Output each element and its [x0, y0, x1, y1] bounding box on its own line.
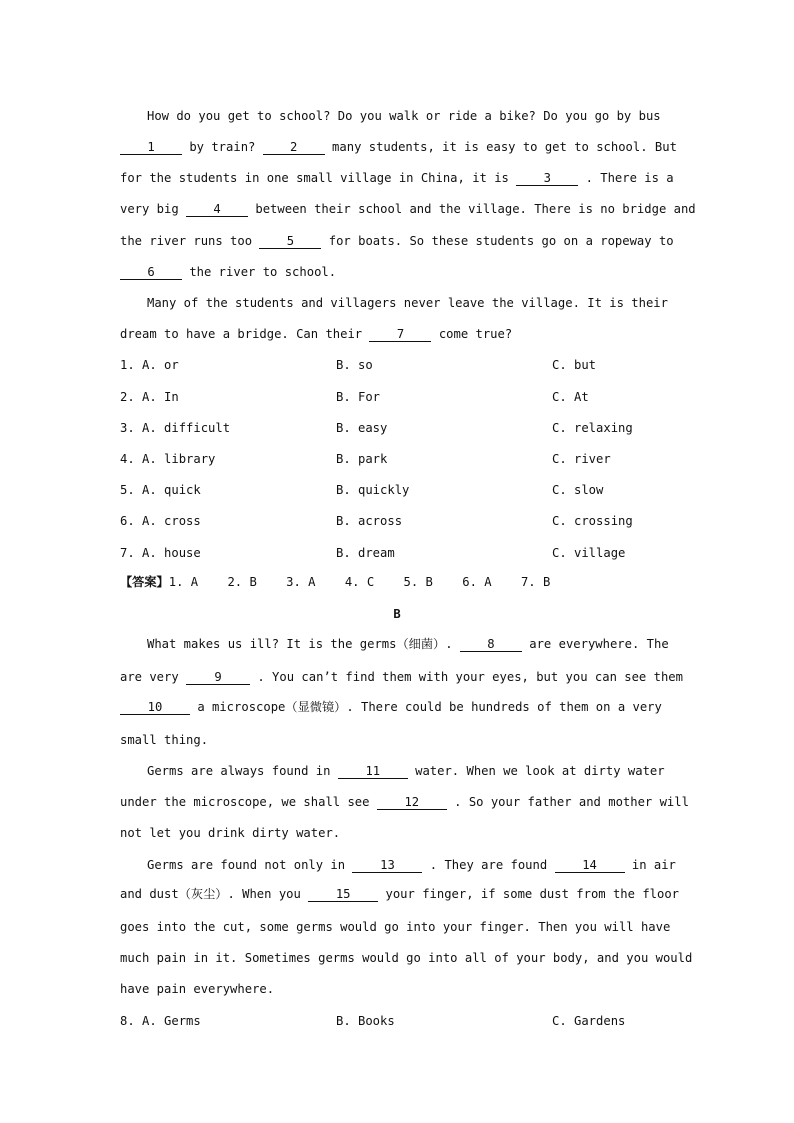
- option-8-c[interactable]: C. Gardens: [552, 1014, 626, 1028]
- blank-12[interactable]: 12: [377, 795, 447, 810]
- text: many students, it is easy to get to school. But: [324, 140, 677, 154]
- text: . When you: [227, 887, 309, 901]
- option-1-a[interactable]: 1. A. or: [120, 358, 179, 372]
- option-4-b[interactable]: B. park: [336, 452, 388, 466]
- answer-text: 1. A 2. B 3. A 4. C 5. B 6. A 7. B: [168, 575, 551, 589]
- text: come true?: [431, 327, 513, 341]
- passage-a-line-1: [147, 108, 707, 124]
- passage-a-line-3: [120, 170, 680, 186]
- blank-5[interactable]: 5: [259, 234, 321, 249]
- passage-b-line-3: [120, 699, 680, 715]
- passage-b-line-10: [120, 919, 680, 935]
- blank-13[interactable]: 13: [352, 858, 422, 873]
- text: water. When we look at dirty water: [407, 764, 665, 778]
- answer-key: [120, 574, 550, 590]
- text: Germs are always found in: [147, 764, 338, 778]
- option-4-c[interactable]: C. river: [552, 452, 611, 466]
- passage-b-line-2: [120, 669, 683, 685]
- passage-b-line-4: [120, 732, 680, 748]
- text: dream to have a bridge. Can their: [120, 327, 370, 341]
- blank-2[interactable]: 2: [263, 140, 325, 155]
- blank-9[interactable]: 9: [186, 670, 250, 685]
- text: not let you drink dirty water.: [120, 826, 341, 840]
- text: . There is a: [578, 171, 674, 185]
- text: your finger, if some dust from the floor: [378, 887, 680, 901]
- passage-a-line-7: [147, 295, 707, 311]
- text: What makes us ill? It is the germs: [147, 637, 397, 651]
- option-8-b[interactable]: B. Books: [336, 1014, 395, 1028]
- text: have pain everywhere.: [120, 982, 275, 996]
- option-2-c[interactable]: C. At: [552, 390, 589, 404]
- blank-10[interactable]: 10: [120, 700, 190, 715]
- option-5-c[interactable]: C. slow: [552, 483, 604, 497]
- blank-7[interactable]: 7: [369, 327, 431, 342]
- text: goes into the cut, some germs would go into your finger. Then you will have: [120, 920, 671, 934]
- passage-b-line-8: [147, 857, 707, 873]
- option-2-a[interactable]: 2. A. In: [120, 390, 179, 404]
- option-3-b[interactable]: B. easy: [336, 421, 388, 435]
- text: by train?: [182, 140, 263, 154]
- passage-b-line-12: [120, 981, 680, 997]
- text: very big: [120, 202, 187, 216]
- section-b-heading: B: [393, 607, 401, 621]
- text: are everywhere. The: [521, 637, 669, 651]
- option-2-b[interactable]: B. For: [336, 390, 381, 404]
- blank-14[interactable]: 14: [555, 858, 625, 873]
- option-6-a[interactable]: 6. A. cross: [120, 514, 201, 528]
- option-1-c[interactable]: C. but: [552, 358, 597, 372]
- option-3-a[interactable]: 3. A. difficult: [120, 421, 231, 435]
- passage-b-line-6: [120, 794, 689, 810]
- blank-4[interactable]: 4: [186, 202, 248, 217]
- text: .: [445, 637, 460, 651]
- option-3-c[interactable]: C. relaxing: [552, 421, 633, 435]
- chinese-gloss: （细菌）: [396, 637, 446, 651]
- passage-a-line-8: [120, 326, 680, 342]
- passage-b-line-1: [147, 636, 707, 652]
- text: Many of the students and villagers never leave the village. It is their: [147, 296, 668, 310]
- text: How do you get to school? Do you walk or ride a bike? Do you go by bus: [147, 109, 661, 123]
- text: in air: [624, 858, 676, 872]
- option-5-b[interactable]: B. quickly: [336, 483, 410, 497]
- text: the river runs too: [120, 234, 260, 248]
- text: small thing.: [120, 733, 209, 747]
- blank-11[interactable]: 11: [338, 764, 408, 779]
- option-4-a[interactable]: 4. A. library: [120, 452, 216, 466]
- answer-label: 【答案】: [120, 575, 169, 589]
- blank-15[interactable]: 15: [308, 887, 378, 902]
- text: between their school and the village. There is no bridge and: [248, 202, 696, 216]
- blank-1[interactable]: 1: [120, 140, 182, 155]
- blank-6[interactable]: 6: [120, 265, 182, 280]
- option-6-b[interactable]: B. across: [336, 514, 403, 528]
- text: are very: [120, 670, 187, 684]
- passage-a-line-4: [120, 201, 696, 217]
- option-8-a[interactable]: 8. A. Germs: [120, 1014, 201, 1028]
- passage-a-line-6: [120, 264, 680, 280]
- text: for the students in one small village in China, it is: [120, 171, 517, 185]
- passage-b-line-9: [120, 886, 680, 902]
- option-6-c[interactable]: C. crossing: [552, 514, 633, 528]
- text: under the microscope, we shall see: [120, 795, 377, 809]
- blank-8[interactable]: 8: [460, 637, 522, 652]
- text: Germs are found not only in: [147, 858, 353, 872]
- text: a microscope: [190, 700, 286, 714]
- passage-a-line-2: [120, 139, 680, 155]
- passage-b-line-5: [147, 763, 707, 779]
- text: . You can’t find them with your eyes, but you can see them: [250, 670, 683, 684]
- passage-b-line-11: [120, 950, 693, 966]
- chinese-gloss: （显微镜）: [285, 700, 347, 714]
- chinese-gloss: （灰尘）: [178, 887, 228, 901]
- text: much pain in it. Sometimes germs would go into all of your body, and you would: [120, 951, 693, 965]
- option-7-a[interactable]: 7. A. house: [120, 546, 201, 560]
- option-7-b[interactable]: B. dream: [336, 546, 395, 560]
- option-7-c[interactable]: C. village: [552, 546, 626, 560]
- passage-a-line-5: [120, 233, 680, 249]
- text: . So your father and mother will: [446, 795, 689, 809]
- text: . They are found: [422, 858, 555, 872]
- text: . There could be hundreds of them on a very: [346, 700, 662, 714]
- text: for boats. So these students go on a ropeway to: [321, 234, 674, 248]
- text: the river to school.: [182, 265, 337, 279]
- blank-3[interactable]: 3: [516, 171, 578, 186]
- option-5-a[interactable]: 5. A. quick: [120, 483, 201, 497]
- passage-b-line-7: [120, 825, 680, 841]
- text: and dust: [120, 887, 179, 901]
- option-1-b[interactable]: B. so: [336, 358, 373, 372]
